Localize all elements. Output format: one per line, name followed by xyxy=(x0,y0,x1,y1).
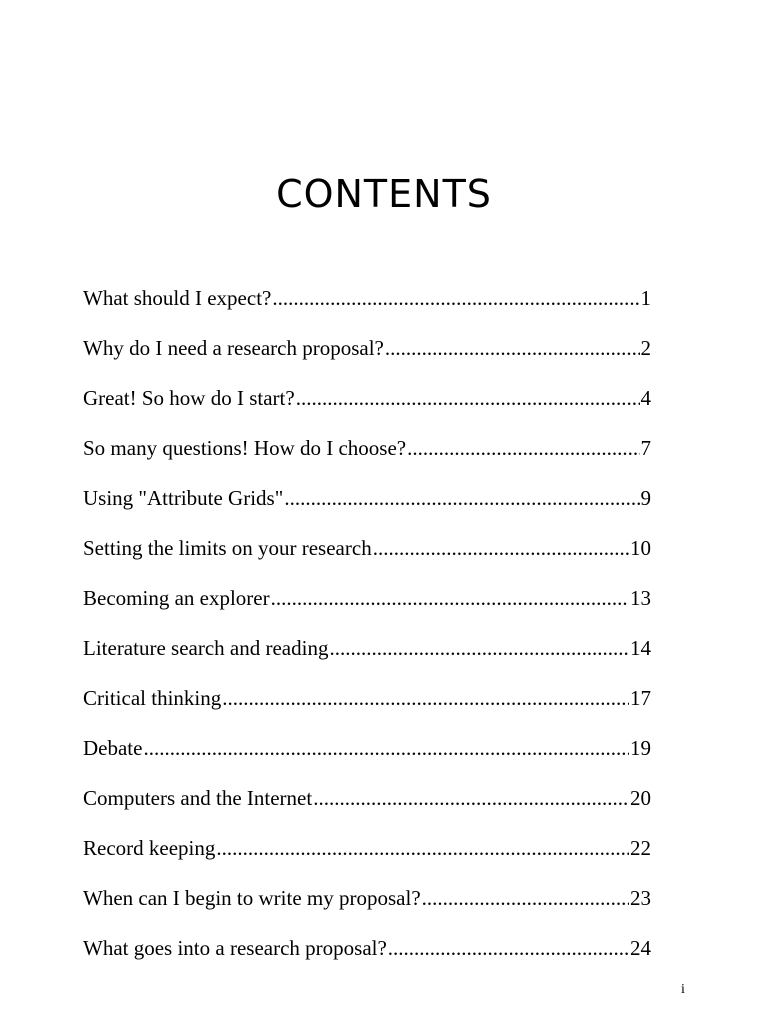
toc-entry-title: Becoming an explorer xyxy=(83,586,270,610)
toc-entry-page: 9 xyxy=(640,486,651,510)
toc-entry-page: 23 xyxy=(630,886,651,910)
toc-entry-title: Record keeping xyxy=(83,836,216,860)
toc-entry[interactable] xyxy=(83,880,651,930)
toc-entry[interactable] xyxy=(83,380,651,430)
toc-entry[interactable] xyxy=(83,280,651,330)
toc-entry[interactable] xyxy=(83,430,651,480)
dot-leader xyxy=(388,930,629,966)
toc-entry[interactable] xyxy=(83,330,651,380)
toc-entry-title: Computers and the Internet xyxy=(83,786,313,810)
toc-entry[interactable] xyxy=(83,480,651,530)
dot-leader xyxy=(296,380,640,416)
dot-leader xyxy=(272,280,639,316)
toc-entry-title: Great! So how do I start? xyxy=(83,386,295,410)
dot-leader xyxy=(216,830,629,866)
toc-entry-page: 2 xyxy=(640,336,651,360)
toc-entry-title: Critical thinking xyxy=(83,686,222,710)
dot-leader xyxy=(373,530,629,566)
toc-entry-page: 22 xyxy=(630,836,651,860)
toc-entry[interactable] xyxy=(83,530,651,580)
toc-entry[interactable] xyxy=(83,630,651,680)
toc-entry-title: Debate xyxy=(83,736,143,760)
toc-entry-page: 20 xyxy=(630,786,651,810)
toc-entry-title: When can I begin to write my proposal? xyxy=(83,886,421,910)
toc-entry-title: What should I expect? xyxy=(83,286,272,310)
page-number: i xyxy=(681,982,685,997)
toc-entry-title: Why do I need a research proposal? xyxy=(83,336,384,360)
toc-entry-title: So many questions! How do I choose? xyxy=(83,436,407,460)
dot-leader xyxy=(222,680,629,716)
toc-entry-title: Setting the limits on your research xyxy=(83,536,372,560)
page-title: CONTENTS xyxy=(276,172,492,217)
dot-leader xyxy=(422,880,629,916)
toc-entry-page: 19 xyxy=(630,736,651,760)
toc-entry[interactable] xyxy=(83,730,651,780)
toc-entry-page: 14 xyxy=(630,636,651,660)
dot-leader xyxy=(284,480,639,516)
dot-leader xyxy=(329,630,629,666)
toc-entry-title: What goes into a research proposal? xyxy=(83,936,387,960)
toc-entry[interactable] xyxy=(83,680,651,730)
toc-entry-page: 7 xyxy=(640,436,651,460)
toc-entry-title: Literature search and reading xyxy=(83,636,329,660)
dot-leader xyxy=(385,330,640,366)
dot-leader xyxy=(407,430,639,466)
dot-leader xyxy=(271,580,629,616)
table-of-contents xyxy=(83,280,651,980)
toc-entry-page: 17 xyxy=(630,686,651,710)
dot-leader xyxy=(313,780,629,816)
toc-entry-title: Using "Attribute Grids" xyxy=(83,486,284,510)
toc-entry-page: 13 xyxy=(630,586,651,610)
toc-entry-page: 24 xyxy=(630,936,651,960)
toc-entry[interactable] xyxy=(83,830,651,880)
toc-entry[interactable] xyxy=(83,930,651,980)
toc-entry-page: 4 xyxy=(640,386,651,410)
toc-entry-page: 1 xyxy=(640,286,651,310)
toc-entry-page: 10 xyxy=(630,536,651,560)
toc-entry[interactable] xyxy=(83,780,651,830)
toc-entry[interactable] xyxy=(83,580,651,630)
dot-leader xyxy=(143,730,629,766)
